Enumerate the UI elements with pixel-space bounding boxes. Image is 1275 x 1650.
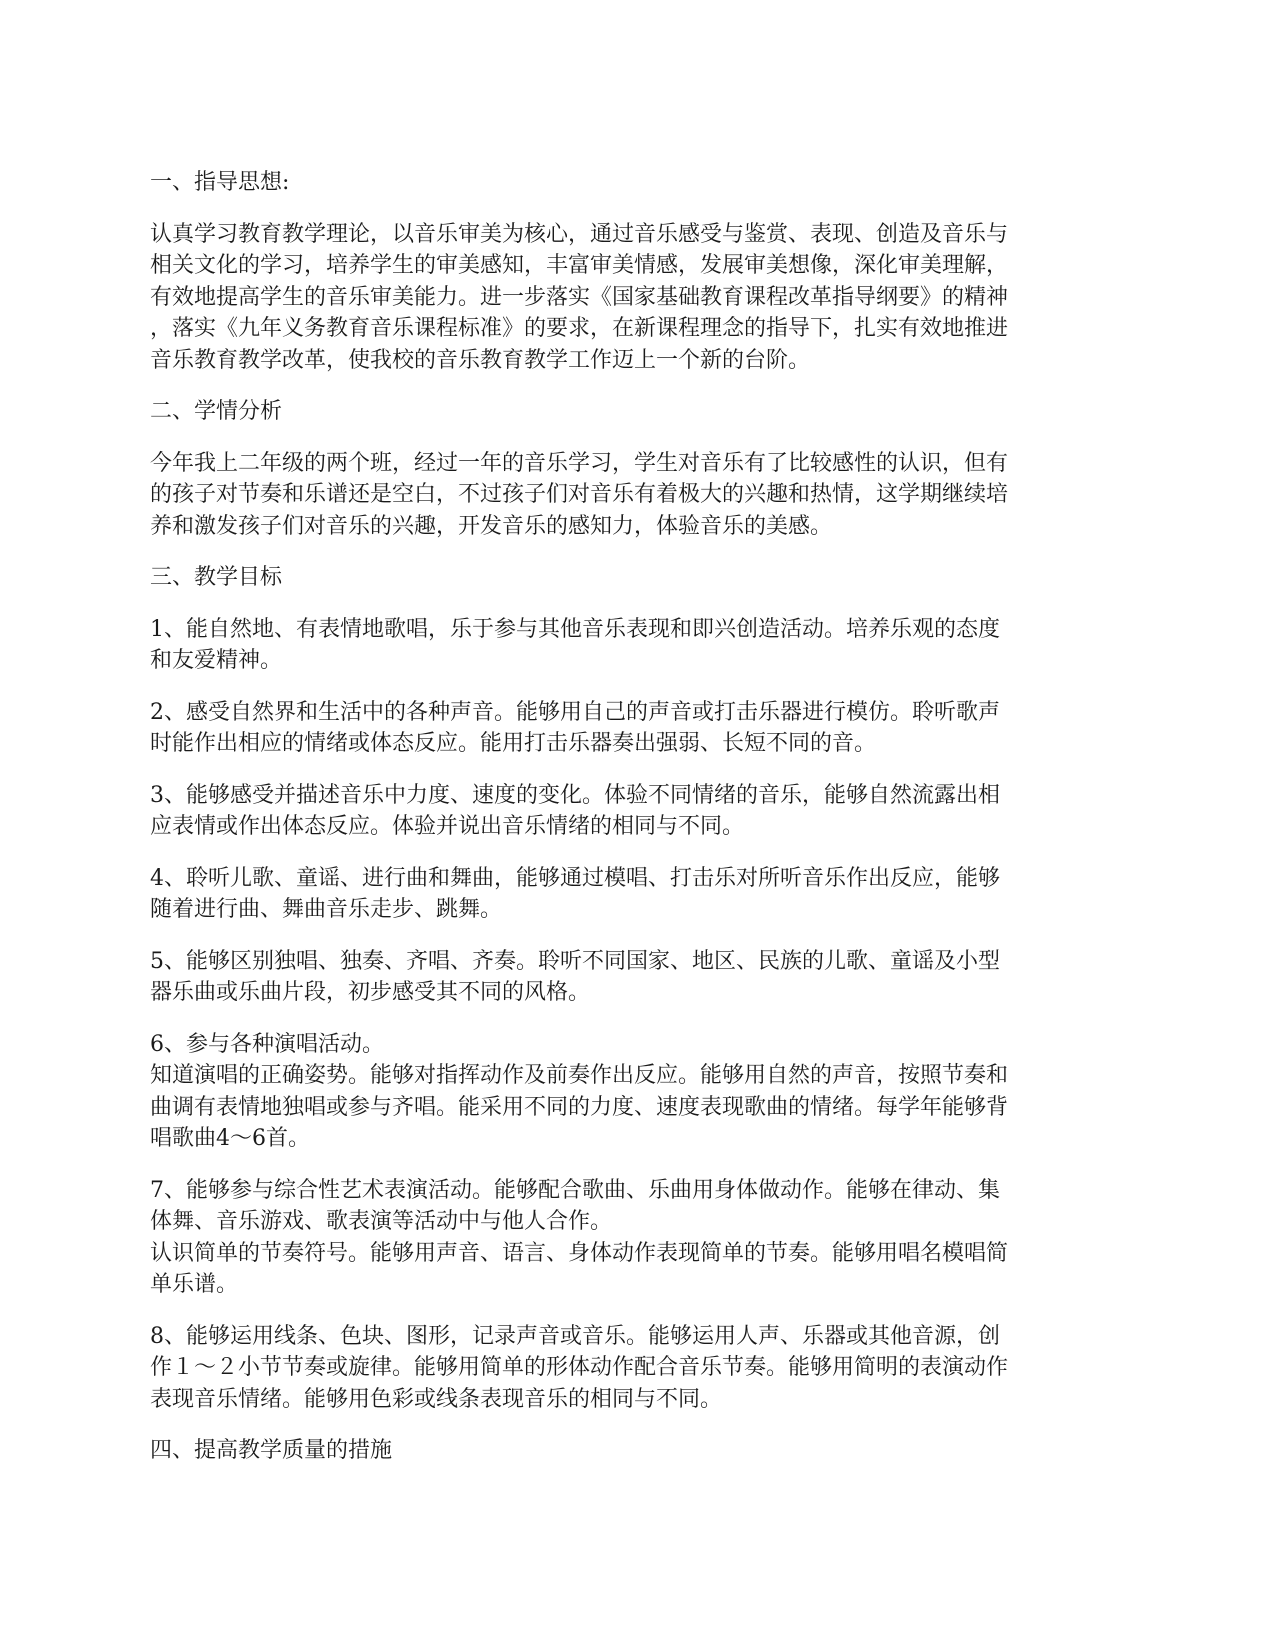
paragraph-line: 今年我上二年级的两个班，经过一年的音乐学习，学生对音乐有了比较感性的认识，但有 — [150, 450, 1009, 476]
paragraph-line: 4、聆听儿歌、童谣、进行曲和舞曲，能够通过模唱、打击乐对所听音乐作出反应，能够 — [150, 865, 1000, 891]
paragraph-line: 作１～２小节节奏或旋律。能够用简单的形体动作配合音乐节奏。能够用简明的表演动作 — [150, 1355, 1009, 1380]
section-heading — [150, 562, 1130, 594]
paragraph-line: 认真学习教育教学理论，以音乐审美为核心，通过音乐感受与鉴赏、表现、创造及音乐与 — [150, 221, 1009, 247]
paragraph-line: 和友爱精神。 — [150, 648, 283, 673]
paragraph — [150, 448, 1130, 543]
paragraph-line: 音乐教育教学改革，使我校的音乐教育教学工作迈上一个新的台阶。 — [150, 347, 811, 373]
paragraph-line: 体舞、音乐游戏、歌表演等活动中与他人合作。 — [150, 1209, 613, 1234]
paragraph-line: 认识简单的节奏符号。能够用声音、语言、身体动作表现简单的节奏。能够用唱名模唱简 — [150, 1240, 1009, 1266]
paragraph-line: 1、能自然地、有表情地歌唱，乐于参与其他音乐表现和即兴创造活动。培养乐观的态度 — [150, 616, 1000, 642]
paragraph-line: 6、参与各种演唱活动。 — [150, 1031, 384, 1057]
heading-quality-measures: 四、提高教学质量的措施 — [150, 1438, 393, 1463]
heading-guiding-ideology: 一、指导思想: — [150, 170, 290, 195]
paragraph-line: 3、能够感受并描述音乐中力度、速度的变化。体验不同情绪的音乐，能够自然流露出相 — [150, 782, 1000, 808]
section-heading — [150, 167, 1130, 199]
paragraph-line: 7、能够参与综合性艺术表演活动。能够配合歌曲、乐曲用身体做动作。能够在律动、集 — [150, 1177, 1000, 1203]
paragraph-line: 随着进行曲、舞曲音乐走步、跳舞。 — [150, 897, 503, 922]
paragraph-line: 器乐曲或乐曲片段，初步感受其不同的风格。 — [150, 980, 591, 1005]
paragraph-line: 8、能够运用线条、色块、图形，记录声音或音乐。能够运用人声、乐器或其他音源，创 — [150, 1323, 1000, 1349]
goal-item-3 — [150, 780, 1130, 843]
paragraph-line: 2、感受自然界和生活中的各种声音。能够用自己的声音或打击乐器进行模仿。聆听歌声 — [150, 699, 1000, 725]
section-heading — [150, 1435, 1130, 1467]
paragraph-line: 有效地提高学生的音乐审美能力。进一步落实《国家基础教育课程改革指导纲要》的精神 — [150, 284, 1009, 310]
paragraph — [150, 219, 1130, 377]
paragraph-line: 养和激发孩子们对音乐的兴趣，开发音乐的感知力，体验音乐的美感。 — [150, 513, 833, 539]
goal-item-8 — [150, 1321, 1130, 1416]
paragraph-line: ，落实《九年义务教育音乐课程标准》的要求，在新课程理念的指导下，扎实有效地推进 — [150, 316, 1009, 341]
goal-item-7 — [150, 1175, 1130, 1301]
paragraph-line: 曲调有表情地独唱或参与齐唱。能采用不同的力度、速度表现歌曲的情绪。每学年能够背 — [150, 1094, 1009, 1120]
paragraph-line: 5、能够区别独唱、独奏、齐唱、齐奏。聆听不同国家、地区、民族的儿歌、童谣及小型 — [150, 948, 1000, 974]
goal-item-1 — [150, 614, 1130, 677]
paragraph-line: 应表情或作出体态反应。体验并说出音乐情绪的相同与不同。 — [150, 814, 745, 839]
paragraph-line: 时能作出相应的情绪或体态反应。能用打击乐器奏出强弱、长短不同的音。 — [150, 731, 877, 756]
paragraph-line: 单乐谱。 — [150, 1272, 239, 1297]
paragraph-line: 唱歌曲4～6首。 — [150, 1126, 310, 1151]
section-heading — [150, 396, 1130, 428]
goal-item-2 — [150, 697, 1130, 760]
document-body — [150, 167, 1130, 1487]
goal-item-4 — [150, 863, 1130, 926]
paragraph-line: 相关文化的学习，培养学生的审美感知，丰富审美情感，发展审美想像，深化审美理解， — [150, 253, 1009, 278]
goal-item-6 — [150, 1029, 1130, 1155]
paragraph-line: 知道演唱的正确姿势。能够对指挥动作及前奏作出反应。能够用自然的声音，按照节奏和 — [150, 1063, 1009, 1088]
heading-student-analysis: 二、学情分析 — [150, 399, 283, 424]
paragraph-line: 的孩子对节奏和乐谱还是空白，不过孩子们对音乐有着极大的兴趣和热情，这学期继续培 — [150, 482, 1009, 507]
heading-teaching-goals: 三、教学目标 — [150, 565, 283, 590]
goal-item-5 — [150, 946, 1130, 1009]
paragraph-line: 表现音乐情绪。能够用色彩或线条表现音乐的相同与不同。 — [150, 1386, 723, 1412]
